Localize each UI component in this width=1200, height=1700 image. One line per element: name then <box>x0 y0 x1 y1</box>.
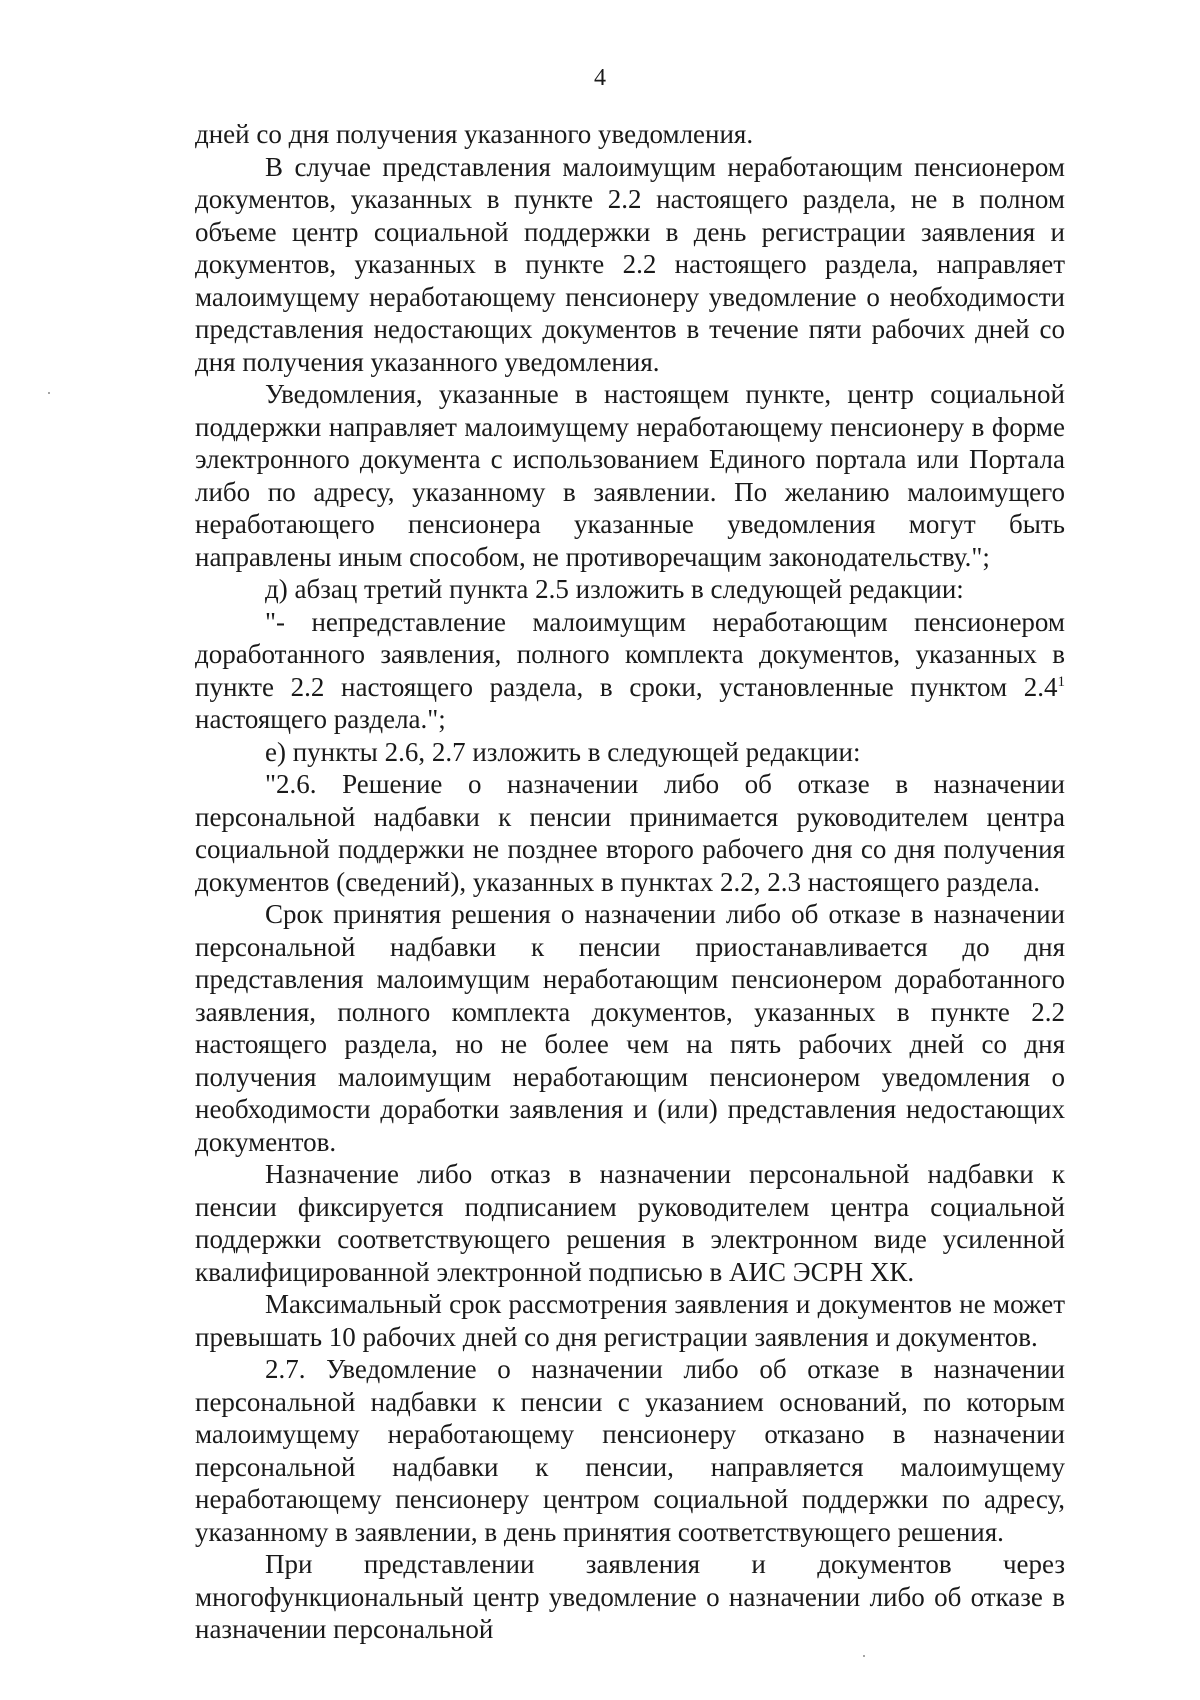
document-body <box>195 118 1065 1646</box>
paragraph-decision-fixation: Назначение либо отказ в назначении персональной надбавки к пенсии фиксируется подписанием руководителем центра социальной поддержки соответствующего решения в электронном виде усиленной квалифицированной электронной подписью в АИС ЭСРН ХК. <box>195 1159 1065 1287</box>
scan-speck <box>863 1655 865 1657</box>
paragraph-incomplete-documents: В случае представления малоимущим неработающим пенсионером документов, указанных в пункте 2.2 настоящего раздела, не в полном объеме центр социальной поддержки в день регистрации заявления и документов, указанных в пункте 2.2 настоящего раздела, направляет малоимущему неработающему пенсионеру уведомление о необходимости представления недостающих документов в течение пяти рабочих дней со дня получения указанного уведомления. <box>195 151 1065 377</box>
paragraph-decision-term: Срок принятия решения о назначении либо об отказе в назначении персональной надбавки к пенсии приостанавливается до дня представления малоимущим неработающим пенсионером доработанного заявления, полного комплекта документов, указанных в пункте 2.2 настоящего раздела, но не более чем на пять рабочих дней со дня получения малоимущим неработающим пенсионером уведомления о необходимости доработки заявления и (или) представления недостающих документов. <box>195 899 1065 1157</box>
superscript-index: 1 <box>1057 673 1065 690</box>
paragraph-item-d-text <box>195 606 1065 736</box>
paragraph-notifications: Уведомления, указанные в настоящем пункте, центр социальной поддержки направляет малоимущему неработающему пенсионеру в форме электронного документа с использованием Единого портала или Портала либо по адресу, указанному в заявлении. По желанию малоимущего неработающего пенсионера указанные уведомления могут быть направлены иным способом, не противоречащим законодательству."; <box>195 379 1065 572</box>
paragraph-2-6: "2.6. Решение о назначении либо об отказе в назначении персональной надбавки к пенсии принимается руководителем центра социальной поддержки не позднее второго рабочего дня со дня получения документов (сведений), указанных в пунктах 2.2, 2.3 настоящего раздела. <box>195 769 1065 897</box>
scan-speck <box>48 392 50 394</box>
paragraph-item-d: д) абзац третий пункта 2.5 изложить в следующей редакции: <box>265 574 964 604</box>
paragraph-continuation: дней со дня получения указанного уведомления. <box>195 119 754 149</box>
paragraph-2-7: 2.7. Уведомление о назначении либо об отказе в назначении персональной надбавки к пенсии с указанием оснований, по которым малоимущему неработающему пенсионеру отказано в назначении персональной надбавки к пенсии, направляется малоимущему неработающему пенсионеру центром социальной поддержки по адресу, указанному в заявлении, в день принятия соответствующего решения. <box>195 1354 1065 1547</box>
item-d-text-tail: настоящего раздела."; <box>195 704 446 734</box>
paragraph-max-term: Максимальный срок рассмотрения заявления и документов не может превышать 10 рабочих дней со дня регистрации заявления и документов. <box>195 1289 1065 1352</box>
item-d-text-body: "- непредставление малоимущим неработающим пенсионером доработанного заявления, полного комплекта документов, указанных в пункте 2.2 настоящего раздела, в сроки, установленные пунктом 2.4 <box>195 606 1065 702</box>
paragraph-mfc: При представлении заявления и документов через многофункциональный центр уведомление о назначении либо об отказе в назначении персональной <box>195 1549 1065 1644</box>
paragraph-item-e: е) пункты 2.6, 2.7 изложить в следующей редакции: <box>265 736 861 767</box>
page-number: 4 <box>594 65 606 91</box>
